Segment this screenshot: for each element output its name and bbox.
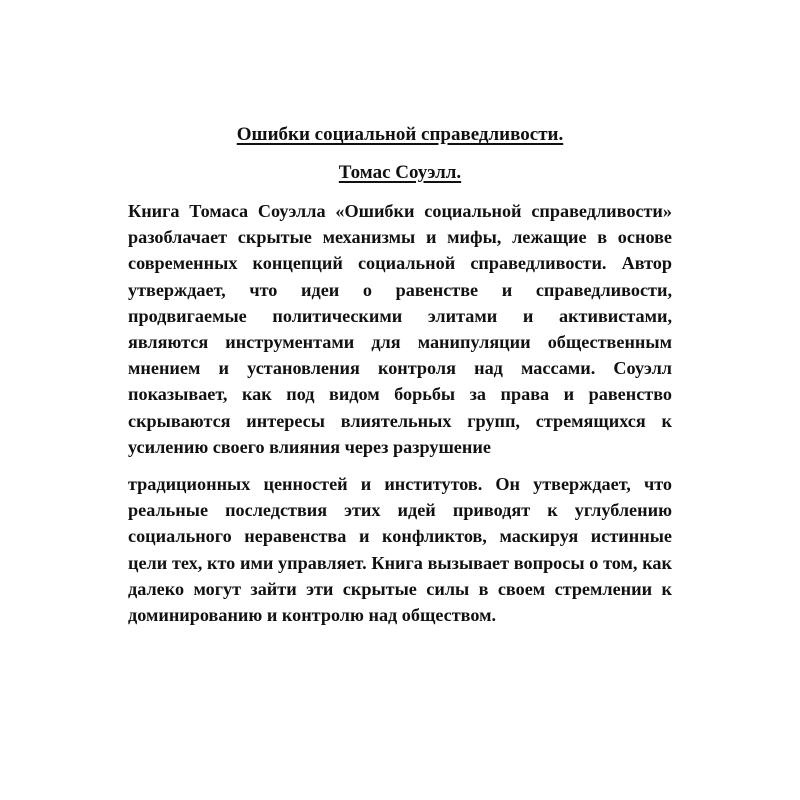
document-author: Томас Соуэлл.: [338, 162, 462, 183]
document-body: [128, 118, 672, 628]
paragraph-1: Книга Томаса Соуэлла «Ошибки социальной справедливости» разоблачает скрытые механизмы и мифы, лежащие в основе современных концепций социальной справедливости. Автор утверждает, что идеи о равенстве и справедливости, продвигаемые политическими элитами и активистами, являются инструментами для манипуляции общественным мнением и установления контроля над массами. Соуэлл показывает, как под видом борьбы за права и равенство скрываются интересы влиятельных групп, стремящихся к усилению своего влияния через разрушение: [128, 201, 672, 457]
paragraph-2: традиционных ценностей и институтов. Он утверждает, что реальные последствия этих идей приводят к углублению социального неравенства и конфликтов, маскируя истинные цели тех, кто ими управляет. Книга вызывает вопросы о том, как далеко могут зайти эти скрытые силы в своем стремлении к доминированию и контролю над обществом.: [128, 474, 672, 626]
document-title: Ошибки социальной справедливости.: [236, 124, 564, 145]
